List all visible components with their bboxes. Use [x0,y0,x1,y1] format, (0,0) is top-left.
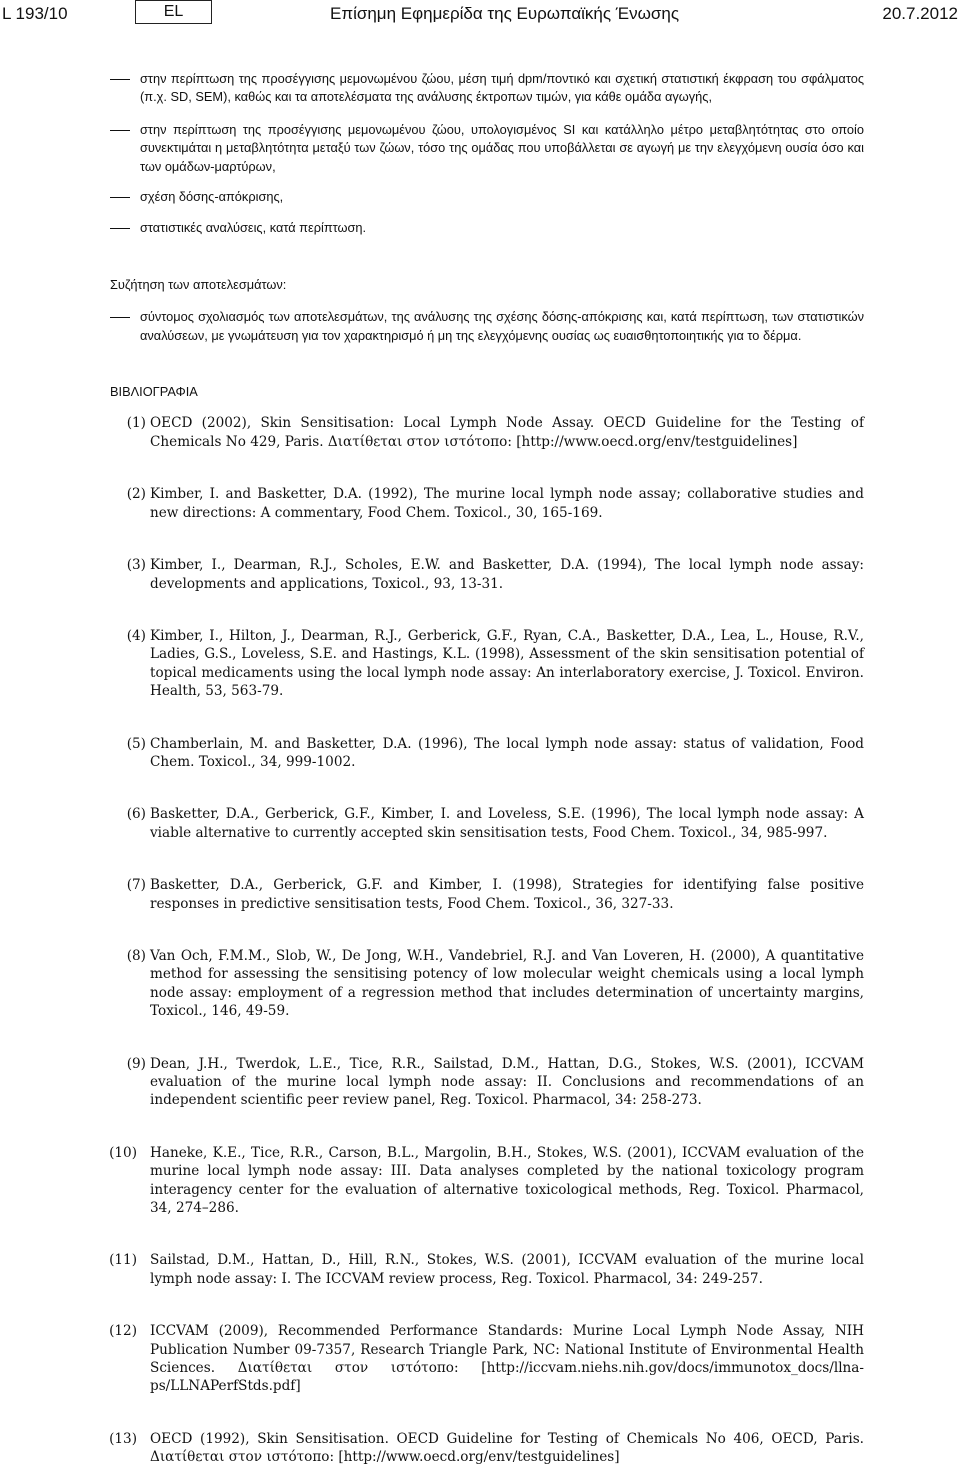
reference-number: (2) [126,486,146,503]
reference-item [110,876,864,913]
reference-text: Kimber, I., Hilton, J., Dearman, R.J., Gerberick, G.F., Ryan, C.A., Basketter, D.A., Lea, L., House, R.V., Ladies, G.S., Loveless, S.E. and Hastings, K.L. (1998), Assessment of the skin sensitisation potential of topical medicaments using the local lymph node assay: An interlaboratory exercise, J. Toxicol. Environ. Health, 53, 563-79. [150,627,864,700]
reference-list [110,414,864,1466]
reference-item [110,1144,864,1218]
reference-number: (4) [126,627,146,644]
reference-item [110,805,864,842]
reference-item [110,1322,864,1396]
reference-item [110,1055,864,1110]
reference-item [110,414,864,451]
reference-text: OECD (2002), Skin Sensitisation: Local Lymph Node Assay. OECD Guideline for the Testing of Chemicals No 429, Paris. Διατίθεται στον ιστότοπο: [http://www.oecd.org/env/testguidelines] [150,415,864,450]
reference-item [110,1430,864,1467]
list-item [110,121,864,176]
reference-number: (10) [109,1144,137,1161]
reference-number: (11) [109,1252,137,1269]
reference-number: (13) [109,1430,137,1447]
list-item-text: στην περίπτωση της προσέγγισης μεμονωμένου ζώου, υπολογισμένος SI και κατάλληλο μέτρο μεταβλητότητας στο οποίο συνεκτιμάται η μεταβλητότητα μεταξύ των ζώων, τόσο της ομάδας που υποβάλλεται σε αγωγή με την ελεγχόμενη ουσία όσο και των ομάδων-μαρτύρων, [140,121,864,174]
list-item-text: σχέση δόσης-απόκρισης, [140,189,284,205]
page-header [0,0,960,34]
reference-number: (7) [126,877,146,894]
reference-text: Basketter, D.A., Gerberick, G.F. and Kimber, I. (1998), Strategies for identifying false positive responses in predictive sensitisation tests, Food Chem. Toxicol., 36, 327-33. [150,877,864,912]
reference-text: Chamberlain, M. and Basketter, D.A. (1996), The local lymph node assay: status of validation, Food Chem. Toxicol., 34, 999-1002. [150,735,864,770]
list-item-text: στατιστικές αναλύσεις, κατά περίπτωση. [140,220,367,236]
journal-title: Επίσημη Εφημερίδα της Ευρωπαϊκής Ένωσης [330,4,680,23]
reference-text: Kimber, I., Dearman, R.J., Scholes, E.W. and Basketter, D.A. (1994), The local lymph node assay: developments and applications, Toxicol., 93, 13-31. [150,557,864,592]
bibliography-heading: ΒΙΒΛΙΟΓΡΑΦΙΑ [110,384,198,400]
issue-date: 20.7.2012 [882,4,958,23]
reference-number: (3) [126,557,146,574]
list-item [110,308,864,345]
reference-item [110,485,864,522]
reference-text: Dean, J.H., Twerdok, L.E., Tice, R.R., Sailstad, D.M., Hattan, D.G., Stokes, W.S. (2001), ICCVAM evaluation of the murine local lymph node assay: II. Conclusions and recommendations of an independent scientific peer review panel, Reg. Toxicol. Pharmacol, 34: 258-273. [150,1055,864,1109]
reference-item [110,556,864,593]
reference-number: (8) [126,947,146,964]
list-item [110,188,864,206]
reference-item [110,735,864,772]
reference-text: OECD (1992), Skin Sensitisation. OECD Guideline for Testing of Chemicals No 406, OECD, Paris. Διατίθεται στον ιστότοπο: [http://www.oecd.org/env/testguidelines] [150,1430,864,1466]
reference-text: Kimber, I. and Basketter, D.A. (1992), The murine local lymph node assay; collaborative studies and new directions: A commentary, Food Chem. Toxicol., 30, 165-169. [150,486,864,521]
reference-text: Haneke, K.E., Tice, R.R., Carson, B.L., Margolin, B.H., Stokes, W.S. (2001), ICCVAM evaluation of the murine local lymph node assay: III. Data analyses completed by the national toxicology program interagency center for the evaluation of alternative toxicological methods, Reg. Toxicol. Pharmacol, 34, 274–286. [150,1144,864,1217]
reference-item [110,627,864,701]
language-box: EL [135,0,212,24]
list-item-text: σύντομος σχολιασμός των αποτελεσμάτων, της ανάλυσης της σχέσης δόσης-απόκρισης και, κατά περίπτωση, των στατιστικών αναλύσεων, με γνωμάτευση για τον χαρακτηρισμό ή μη της ελεγχόμενης ουσίας ως ευαισθητοποιητικής για το δέρμα. [140,309,864,343]
list-item-text: στην περίπτωση της προσέγγισης μεμονωμένου ζώου, μέση τιμή dpm/ποντικό και σχετική στατιστική έκφραση του σφάλματος (π.χ. SD, SEM), καθώς και τα αποτελέσματα της ανάλυσης έκτροπων τιμών, για κάθε ομάδα αγωγής, [140,71,864,105]
reference-text: ICCVAM (2009), Recommended Performance Standards: Murine Local Lymph Node Assay, NIH Publication Number 09-7357, Research Triangle Park, NC: National Institute of Environmental Health Sciences. Διατίθεται στον ιστότοπο: [http://iccvam.niehs.nih.gov/docs/immunotox_docs/llna-ps/LLNAPerfStds.pdf] [150,1323,864,1395]
reference-text: Van Och, F.M.M., Slob, W., De Jong, W.H., Vandebriel, R.J. and Van Loveren, H. (2000), A quantitative method for assessing the sensitising potency of low molecular weight chemicals using a local lymph node assay: employment of a regression method that includes determination of uncertainty margins, Toxicol., 146, 49-59. [150,947,864,1020]
reference-number: (1) [126,415,146,432]
reference-number: (12) [109,1323,137,1340]
reference-number: (6) [126,806,146,823]
reference-text: Basketter, D.A., Gerberick, G.F., Kimber, I. and Loveless, S.E. (1996), The local lymph node assay: A viable alternative to currently accepted skin sensitisation tests, Food Chem. Toxicol., 34, 985-997. [150,806,864,841]
list-item [110,219,864,237]
reference-number: (5) [126,735,146,752]
reference-text: Sailstad, D.M., Hattan, D., Hill, R.N., Stokes, W.S. (2001), ICCVAM evaluation of the murine local lymph node assay: I. The ICCVAM review process, Reg. Toxicol. Pharmacol, 34: 249-257. [150,1252,864,1287]
document-body [110,62,864,1467]
list-item [110,70,864,107]
page-reference: L 193/10 [2,4,68,23]
reference-number: (9) [126,1055,146,1072]
discussion-heading: Συζήτηση των αποτελεσμάτων: [110,276,287,292]
reference-item [110,947,864,1021]
reference-item [110,1251,864,1288]
